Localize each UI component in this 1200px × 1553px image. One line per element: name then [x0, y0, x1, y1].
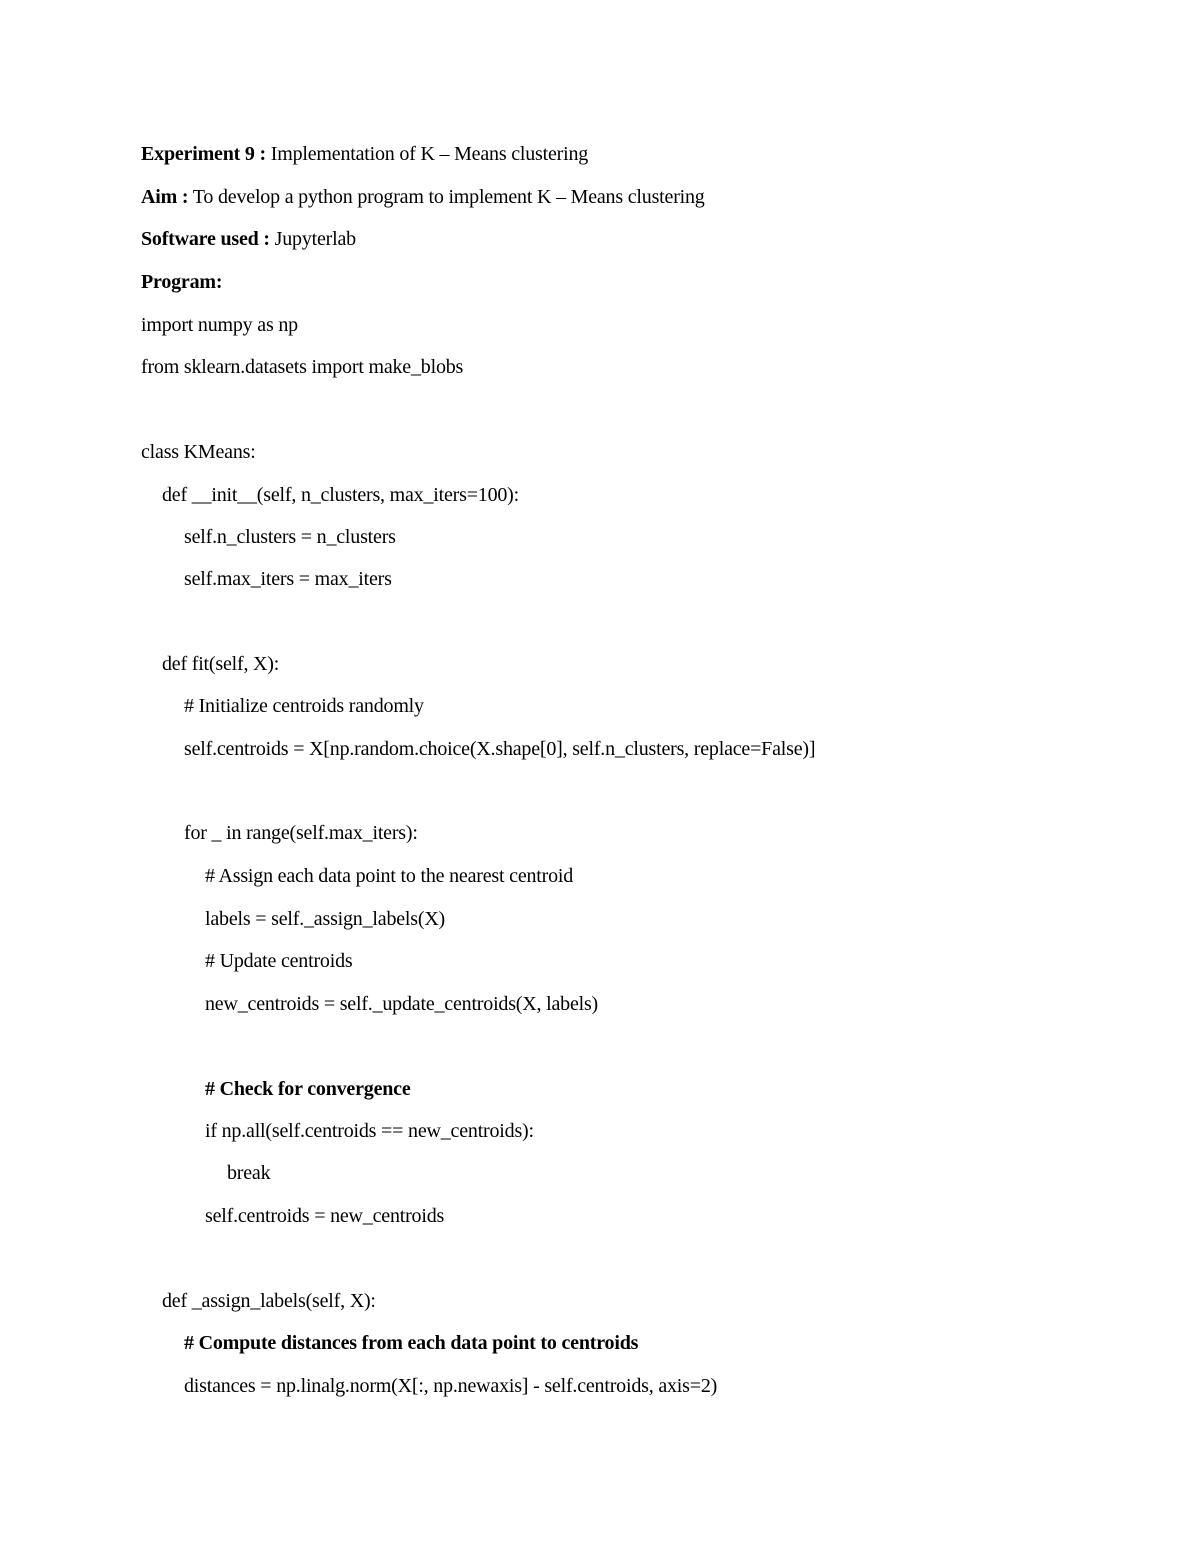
- code-line: labels = self._assign_labels(X): [205, 908, 446, 930]
- aim-label: Aim :: [141, 186, 189, 208]
- code-line: break: [227, 1162, 271, 1184]
- code-line: if np.all(self.centroids == new_centroids):: [205, 1120, 534, 1142]
- code-comment: # Update centroids: [205, 950, 353, 972]
- code-line: def __init__(self, n_clusters, max_iters=100):: [162, 484, 520, 506]
- code-line: self.centroids = new_centroids: [205, 1205, 445, 1227]
- experiment-text: Implementation of K – Means clustering: [265, 143, 589, 165]
- code-comment-bold: # Check for convergence: [205, 1078, 411, 1100]
- code-line: from sklearn.datasets import make_blobs: [141, 356, 464, 378]
- code-line: for _ in range(self.max_iters):: [184, 822, 418, 844]
- code-comment: # Initialize centroids randomly: [184, 695, 424, 717]
- code-line: distances = np.linalg.norm(X[:, np.newaxis] - self.centroids, axis=2): [184, 1375, 718, 1397]
- code-line: self.n_clusters = n_clusters: [184, 526, 396, 548]
- experiment-heading: [141, 142, 588, 166]
- software-label: Software used :: [141, 228, 270, 250]
- code-line: class KMeans:: [141, 441, 256, 463]
- experiment-label: Experiment 9 :: [141, 143, 266, 165]
- software-line: [141, 227, 356, 251]
- software-text: Jupyterlab: [269, 228, 356, 250]
- aim-line: [141, 185, 705, 209]
- aim-text: To develop a python program to implement K – Means clustering: [188, 186, 705, 208]
- code-line: self.centroids = X[np.random.choice(X.shape[0], self.n_clusters, replace=False)]: [184, 738, 816, 760]
- code-comment-bold: # Compute distances from each data point to centroids: [184, 1332, 639, 1354]
- code-line: def fit(self, X):: [162, 653, 280, 675]
- code-line: new_centroids = self._update_centroids(X, labels): [205, 993, 599, 1015]
- code-line: def _assign_labels(self, X):: [162, 1290, 376, 1312]
- code-line: import numpy as np: [141, 314, 298, 336]
- program-label: Program:: [141, 271, 223, 293]
- code-line: self.max_iters = max_iters: [184, 568, 392, 590]
- code-comment: # Assign each data point to the nearest centroid: [205, 865, 574, 887]
